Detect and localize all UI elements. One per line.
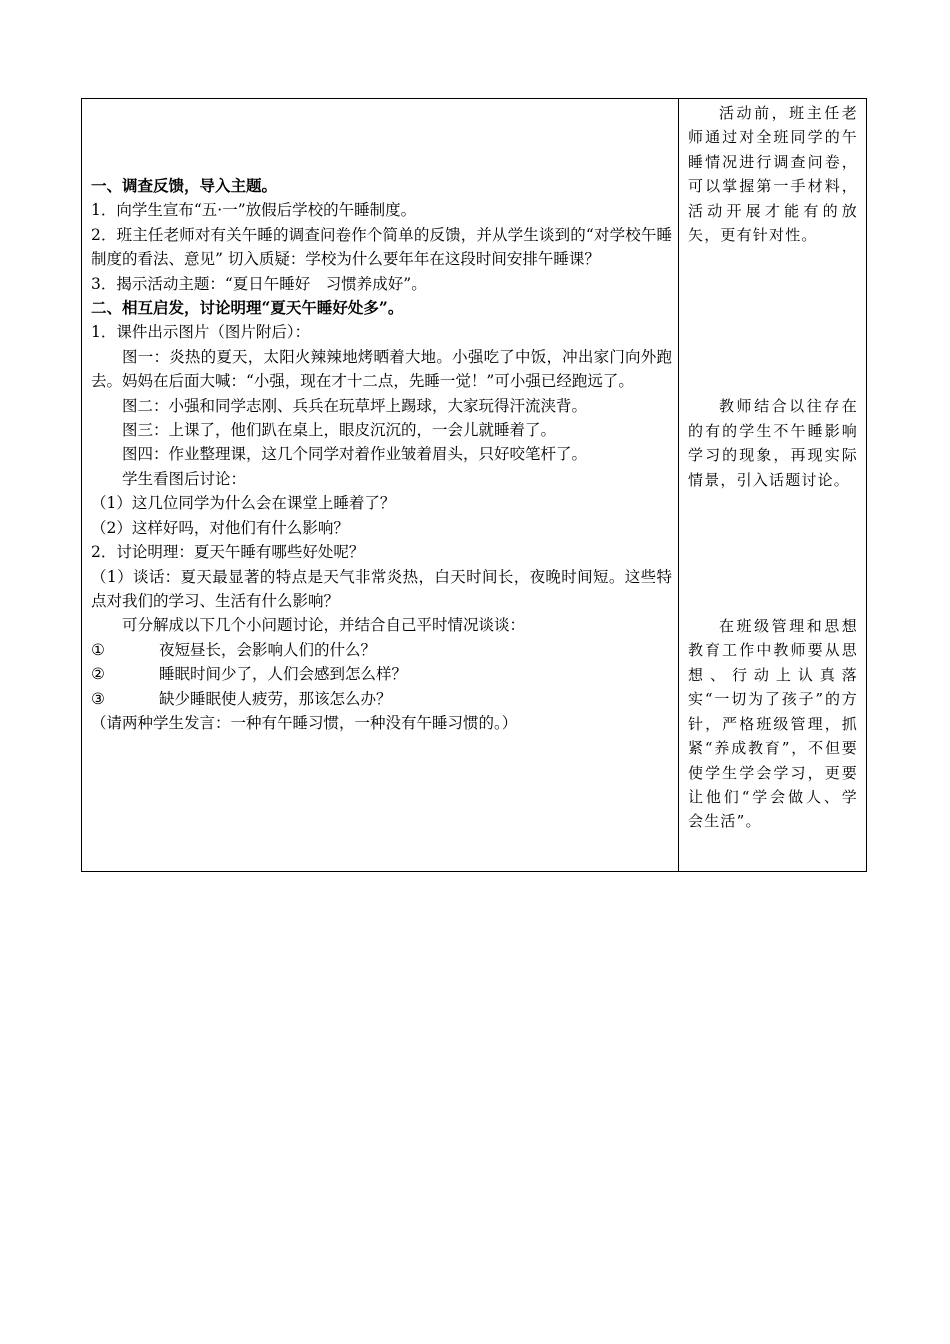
picture-2: 图二：小强和同学志刚、兵兵在玩草坪上踢球，大家玩得汗流浃背。 — [122, 396, 588, 415]
sub-question-3 — [91, 687, 672, 711]
section-1-item-2: 2．班主任老师对有关午睡的调查问卷作个简单的反馈，并从学生谈到的“对学校午睡制度的看法、意见” 切入质疑：学校为什么要年年在这段时间安排午睡课？ — [91, 225, 672, 269]
sub-question-1 — [91, 638, 672, 662]
section-2-item-1: 1．课件出示图片（图片附后）： — [91, 323, 311, 342]
notes-column — [679, 99, 866, 871]
section-heading-2: 二、相互启发，讨论明理“夏天午睡好处多”。 — [91, 298, 404, 318]
closing-note: （请两种学生发言：一种有午睡习惯，一种没有午睡习惯的。） — [91, 713, 518, 732]
sub-question-text: 缺少睡眠使人疲劳，那该怎么办？ — [159, 689, 392, 708]
picture-1: 图一：炎热的夏天，太阳火辣辣地烤晒着大地。小强吃了中饭，冲出家门向外跑去。妈妈在后面大喊：“小强，现在才十二点，先睡一觉！”可小强已经跑远了。 — [91, 347, 672, 391]
sub-question-number: ① — [91, 640, 105, 659]
talk-paragraph: （1）谈话：夏天最显著的特点是天气非常炎热，白天时间长，夜晚时间短。这些特点对我们的学习、生活有什么影响？ — [91, 567, 672, 610]
sub-question-text: 夜短昼长，会影响人们的什么？ — [159, 640, 377, 659]
sub-question-2 — [91, 662, 672, 686]
section-1-item-1: 1．向学生宣布“五·一”放假后学校的午睡制度。 — [91, 201, 417, 220]
picture-4: 图四：作业整理课，这几个同学对着作业皱着眉头，只好咬笔杆了。 — [122, 445, 588, 464]
section-1-item-3: 3．揭示活动主题：“夏日午睡好 习惯养成好”。 — [91, 274, 427, 293]
sub-question-text: 睡眠时间少了，人们会感到怎么样？ — [159, 665, 408, 684]
sub-question-number: ③ — [91, 689, 105, 708]
lesson-table — [81, 98, 867, 872]
section-2-item-2: 2．讨论明理：夏天午睡有哪些好处呢？ — [91, 543, 365, 562]
design-note-1: 活动前，班主任老师通过对全班同学的午睡情况进行调查问卷，可以掌握第一手材料，活动开展才能有的放矢，更有针对性。 — [688, 104, 858, 245]
breakdown-paragraph: 可分解成以下几个小问题讨论，并结合自己平时情况谈谈： — [122, 616, 526, 635]
question-1: （1）这几位同学为什么会在课堂上睡着了？ — [91, 494, 396, 513]
question-2: （2）这样好吗，对他们有什么影响？ — [91, 518, 349, 537]
design-note-3: 在班级管理和思想教育工作中教师要从思想、行动上认真落实“一切为了孩子”的方针，严格班级管理，抓紧“养成教育”，不但要使学生学会学习，更要让他们“学会做人、学会生活”。 — [688, 617, 858, 831]
discussion-intro: 学生看图后讨论： — [122, 469, 247, 488]
picture-3: 图三：上课了，他们趴在桌上，眼皮沉沉的，一会儿就睡着了。 — [122, 421, 557, 440]
activity-column — [82, 99, 679, 871]
sub-question-number: ② — [91, 665, 105, 684]
design-note-2: 教师结合以往存在的有的学生不午睡影响学习的现象，再现实际情景，引入话题讨论。 — [688, 397, 858, 489]
section-heading-1: 一、调查反馈，导入主题。 — [91, 176, 278, 195]
